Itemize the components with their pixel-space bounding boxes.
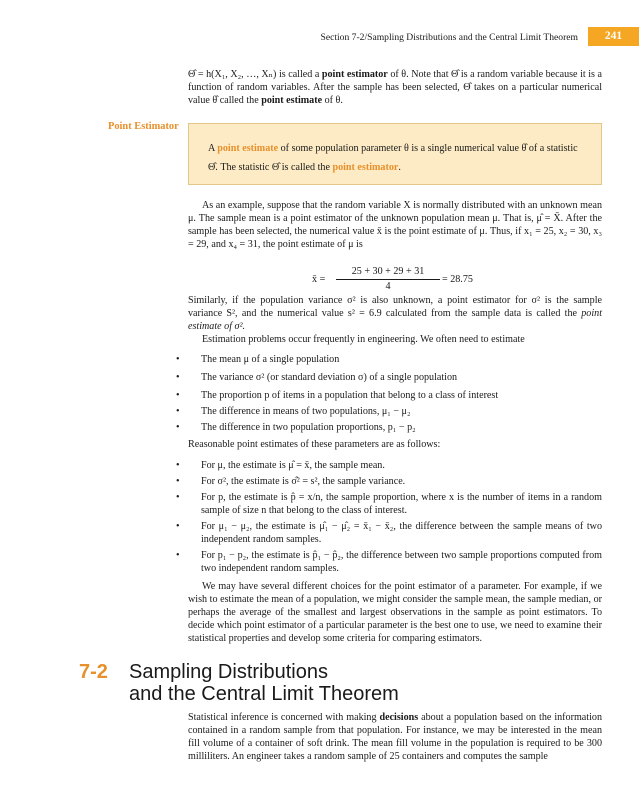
bullet-icon: •	[176, 372, 180, 383]
parameter-list-item	[176, 371, 602, 384]
parameter-list-item	[176, 405, 602, 418]
example-paragraph: As an example, suppose that the random variable X is normally distributed with an unknown mean μ. The sample mean is a point estimator of the unknown population mean μ. That is, μ̂ = X̄. After the sample has been selected, the numerical value x̄ is the point estimate of μ. Thus, if x₁ = 25, x₂ = 30, x₃ = 29, and x₄ = 31, the point estimate of μ is	[188, 200, 602, 251]
list-item-text: The mean μ of a single population	[201, 354, 340, 365]
estimate-list-item	[176, 459, 602, 472]
sample-mean-equation	[302, 266, 542, 294]
variance-term-point-estimate: point estimate of σ².	[188, 308, 602, 333]
estimate-list-item	[176, 491, 602, 517]
bullet-icon: •	[176, 460, 180, 471]
intro-text-3: of θ.	[322, 95, 343, 107]
final-text-1: Statistical inference is concerned with making	[188, 712, 380, 723]
def-term-point-estimate: point estimate	[217, 143, 279, 154]
fraction-bar	[336, 279, 440, 280]
def-text-2: of some population parameter θ is a single numerical value θ̂ of a statistic Θ̂. The statistic Θ̂ is called the	[208, 143, 578, 173]
list-item-text: The difference in two population proportions, p₁ − p₂	[201, 422, 416, 433]
bullet-icon: •	[176, 354, 180, 365]
parameter-list-item	[176, 389, 602, 402]
intro-paragraph	[188, 68, 602, 107]
margin-label-point-estimator: Point Estimator	[108, 121, 179, 132]
bullet-icon: •	[176, 406, 180, 417]
intro-text-1: Θ̂ = h(X₁, X₂, …, Xₙ) is called a	[188, 69, 322, 80]
choices-paragraph: We may have several different choices for the point estimator of a parameter. For example, if we wish to estimate the mean of a population, we might consider the sample mean, the sample median, or perhaps the average of the smallest and largest observations in the sample as point estimators. To decide which point estimator of a particular parameter is the best one to use, we need to examine their statistical properties and develop some criteria for comparing estimators.	[188, 581, 602, 645]
estimate-list-item	[176, 549, 602, 575]
final-text-2: about a population based on the information contained in a random sample from that population. For instance, we may be interested in the mean fill volume of a container of soft drink. The mean fill volume in the population is required to be 300 milliliters. An engineer takes a random sample of 25 containers and computes the sample	[188, 712, 602, 763]
variance-paragraph	[188, 294, 602, 333]
page-number: 241	[588, 27, 639, 46]
final-term-decisions: decisions	[379, 712, 419, 723]
def-text-1: A	[208, 143, 218, 154]
definition-text	[208, 139, 588, 177]
def-term-point-estimator: point estimator	[332, 162, 399, 173]
list-item-text: For μ₁ − μ₂, the estimate is μ̂₁ − μ̂₂ = x̄₁ − x̄₂, the difference between the sample means of two independent random samples.	[201, 521, 602, 546]
bullet-icon: •	[176, 492, 180, 503]
parameter-list-item	[176, 421, 602, 434]
bullet-icon: •	[176, 476, 180, 487]
reasonable-intro: Reasonable point estimates of these parameters are as follows:	[188, 439, 441, 450]
variance-text: Similarly, if the population variance σ² is also unknown, a point estimator for σ² is the sample variance S², and the numerical value s² = 6.9 calculated from the sample data is called the	[188, 295, 602, 320]
section-title-line-2: and the Central Limit Theorem	[129, 683, 399, 705]
intro-term-point-estimate: point estimate	[261, 95, 323, 107]
section-title-line-1: Sampling Distributions	[129, 661, 328, 683]
definition-box	[188, 123, 602, 185]
list-item-text: For σ², the estimate is σ̂² = s², the sample variance.	[201, 476, 406, 487]
list-item-text: The proportion p of items in a population that belong to a class of interest	[201, 390, 499, 401]
bullet-icon: •	[176, 521, 180, 532]
estimate-list-item	[176, 475, 602, 488]
list-item-text: For p₁ − p₂, the estimate is p̂₁ − p̂₂, the difference between two sample proportions computed from two independent random samples.	[201, 550, 602, 575]
intro-text-2: of θ. Note that Θ̂ is a random variable because it is a function of random variables. After the sample has been selected, Θ̂ takes on a particular numerical value θ̂ called the	[188, 69, 602, 107]
list-item-text: For μ, the estimate is μ̂ = x̄, the sample mean.	[201, 460, 385, 471]
equation-rhs: = 28.75	[442, 274, 473, 285]
bullet-icon: •	[176, 390, 180, 401]
def-text-3: .	[398, 162, 401, 173]
section-title	[129, 661, 569, 705]
estimation-intro: Estimation problems occur frequently in engineering. We often need to estimate	[202, 334, 525, 345]
intro-term-point-estimator: point estimator	[321, 69, 388, 80]
bullet-icon: •	[176, 550, 180, 561]
list-item-text: The variance σ² (or standard deviation σ) of a single population	[201, 372, 458, 383]
bullet-icon: •	[176, 422, 180, 433]
equation-lhs: x̄ =	[312, 274, 326, 285]
estimate-list-item	[176, 520, 602, 546]
list-item-text: For p, the estimate is p̂ = x/n, the sample proportion, where x is the number of items in a random sample of size n that belong to the class of interest.	[201, 492, 602, 517]
running-header: Section 7-2/Sampling Distributions and the Central Limit Theorem	[320, 32, 578, 43]
final-paragraph	[188, 711, 602, 763]
equation-numerator: 25 + 30 + 29 + 31	[351, 266, 425, 277]
list-item-text: The difference in means of two populations, μ₁ − μ₂	[201, 406, 411, 417]
equation-denominator: 4	[385, 281, 391, 292]
parameter-list-item	[176, 353, 602, 366]
section-number: 7-2	[79, 661, 108, 683]
